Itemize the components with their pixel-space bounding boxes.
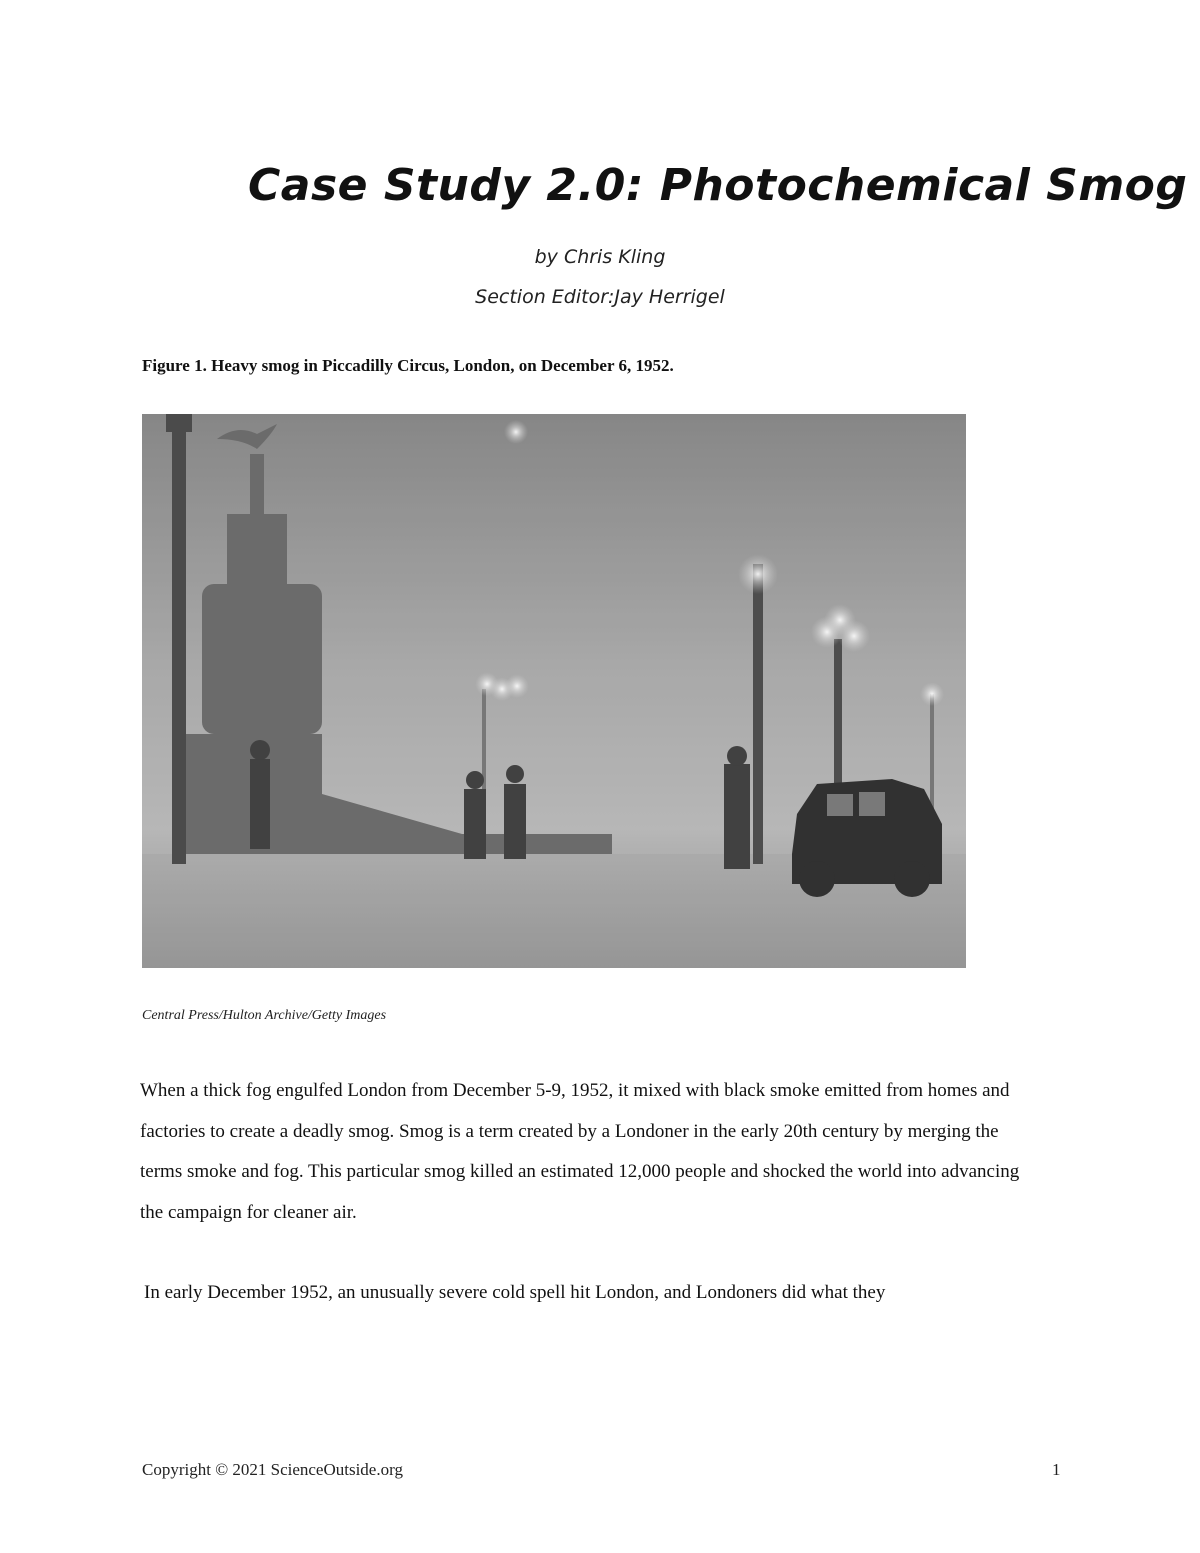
section-editor: Section Editor:Jay Herrigel [475,286,725,308]
photo-credit: Central Press/Hulton Archive/Getty Images [142,1008,387,1023]
page-title: Case Study 2.0: Photochemical Smog [248,160,1188,211]
figure-caption: Figure 1. Heavy smog in Piccadilly Circus, London, on December 6, 1952. [142,356,674,375]
body-paragraph: When a thick fog engulfed London from December 5-9, 1952, it mixed with black smoke emitted from homes and factories to create a deadly smog. Smog is a term created by a Londoner in the early 20th century by merging the terms smoke and fog. This particular smog killed an estimated 12,000 people and shocked the world into advancing the campaign for cleaner air. [140,1080,1020,1223]
smog-photograph [142,414,966,968]
footer-copyright: Copyright © 2021 ScienceOutside.org [142,1460,403,1479]
page-number: 1 [1052,1460,1061,1479]
body-paragraph: In early December 1952, an unusually severe cold spell hit London, and Londoners did what they [144,1282,886,1303]
author-byline: by Chris Kling [534,246,666,268]
